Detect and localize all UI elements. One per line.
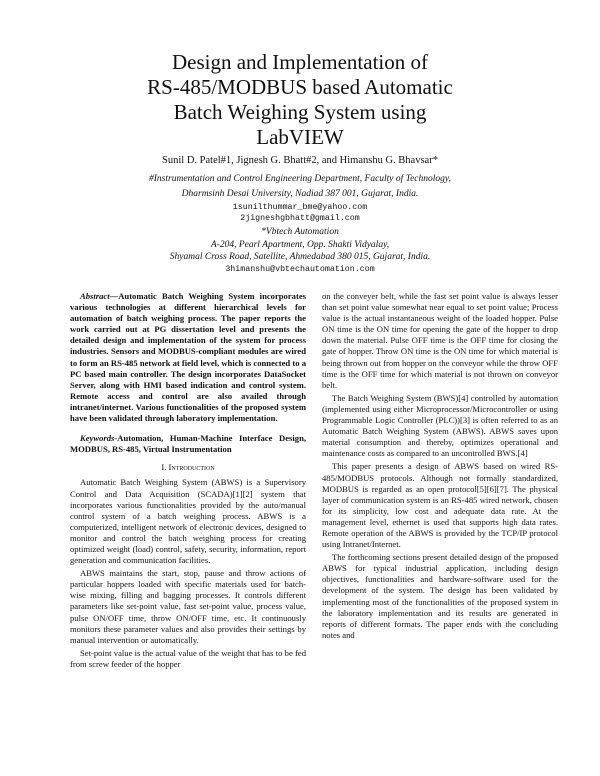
affiliation-name: *Vbtech Automation (261, 227, 339, 237)
body-paragraph: This paper presents a design of ABWS based on wired RS-485/MODBUS protocols. Although not formally standardized, MODBUS is regarded as an open protocol[5][6][7]. The physical layer of communication system is an RS-485 wired network, chosen for its simplicity, low cost and adequate data rate. At the management level, ethernet is used that supports high data rates. Remote operation of the ABWS is provided by the TCP/IP protocol using Intranet/Internet. (322, 461, 558, 550)
affiliation-line: #Instrumentation and Control Engineering Department, Faculty of Technology, (149, 174, 451, 184)
section-heading (70, 462, 306, 473)
right-column (322, 291, 558, 643)
title-line: LabVIEW (256, 125, 344, 149)
section-title: Introduction (168, 462, 215, 473)
body-paragraph: The forthcoming sections present detailed design of the proposed ABWS for typical industrial application, including design objectives, functionalities and hardware-software used for the development of the system. The design has been validated by implementing most of the functionalities of the proposed system in the laboratory implementation and its results are generated in reports of different formats. The paper ends with the concluding notes and (322, 552, 558, 640)
author-email: 1sunilthummar_bme@yahoo.com (232, 203, 368, 212)
title-line: Design and Implementation of (171, 50, 429, 74)
body-paragraph: The Batch Weighing System (BWS)[4] controlled by automation (implemented using either Microprocessor/Microcontroller or using Programmable Logic Controller (PLC))[3] is often referred to as an Automatic Batch Weighing System (ABWS). ABWS saves upon material consumption and thereby, optimizes operational and maintenance costs as compared to an uncontrolled BWS.[4] (322, 392, 558, 459)
author-email: 2jigneshgbhatt@gmail.com (240, 214, 360, 223)
left-column (70, 291, 306, 672)
affiliation-line: A-204, Pearl Apartment, Opp. Shakti Vidyalay, (210, 240, 390, 250)
keywords (70, 433, 306, 455)
abstract-text: —Automatic Batch Weighing System incorporates various technologies at different hierarchical levels for automation of batch weighing process. The paper reports the work carried out at PG dissertation level and presents the detailed design and implementation of the system for process industries. Sensors and MODBUS-compliant modules are wired to form an RS-485 network at field level, which is connected to a PC based main controller. The design incorporates DataSocket Server, along with HMI based indication and control system. Remote access and control are also availed through intranet/internet. Various functionalities of the proposed system have been validated through laboratory implementation. (70, 291, 306, 424)
author-email: 3himanshu@vbtechautomation.com (225, 265, 375, 274)
affiliation-line: Dharmsinh Desai University, Nadiad 387 001, Gujarat, India. (181, 189, 419, 199)
abstract-label: Abstract (80, 291, 110, 301)
keywords-label: Keywords (80, 433, 115, 444)
title-line: Batch Weighing System using (173, 100, 427, 124)
paper-title (40, 50, 560, 150)
title-line: RS-485/MODBUS based Automatic (147, 75, 453, 99)
author-list: Sunil D. Patel#1, Jignesh G. Bhatt#2, and Himanshu G. Bhavsar* (162, 155, 438, 166)
abstract (70, 291, 306, 424)
body-paragraph: ABWS maintains the start, stop, pause and throw actions of particular hoppers loaded with specific materials used for batch-wise mixing, filling and bagging processes. It controls different parameters like set-point value, fast set-point value, process value, pulse ON/OFF time, throw ON/OFF time, etc. It continuously monitors these parameter values and also provides their settings by manual intervention or automatically. (70, 568, 306, 645)
section-number: I. (161, 462, 167, 473)
body-paragraph: on the conveyer belt, while the fast set point value is always lesser than set point value somewhat near equal to set point value; Process value is the actual instantaneous weight of the loaded hopper. Pulse ON time is the ON time for opening the gate of the hopper to drop down the material. Pulse OFF time is the OFF time for closing the gate of hopper. Throw ON time is the ON time for which material is being thrown out from hopper on the conveyor while the throw OFF time is the OFF time for which material is not thrown on conveyor belt. (322, 291, 558, 390)
body-paragraph: Set-point value is the actual value of the weight that has to be fed from screw feeder of the hopper (70, 647, 306, 669)
body-paragraph: Automatic Batch Weighing System (ABWS) is a Supervisory Control and Data Acquisition (SCADA)[1][2] system that incorporates various functionalities provided by the auto/manual control system of a batch weighing process. ABWS is a computerized, intelligent network of electronic devices, designed to monitor and control the batch weighing process for creating optimized weight (load) control, safety, security, information, report generation and communication facilities. (70, 477, 306, 566)
keywords-text: -Automation, Human-Machine Interface Design, MODBUS, RS-485, Virtual Instrumentation (70, 433, 306, 455)
affiliation-line: Shyamal Cross Road, Satellite, Ahmedabad 380 015, Gujarat, India. (169, 252, 431, 262)
